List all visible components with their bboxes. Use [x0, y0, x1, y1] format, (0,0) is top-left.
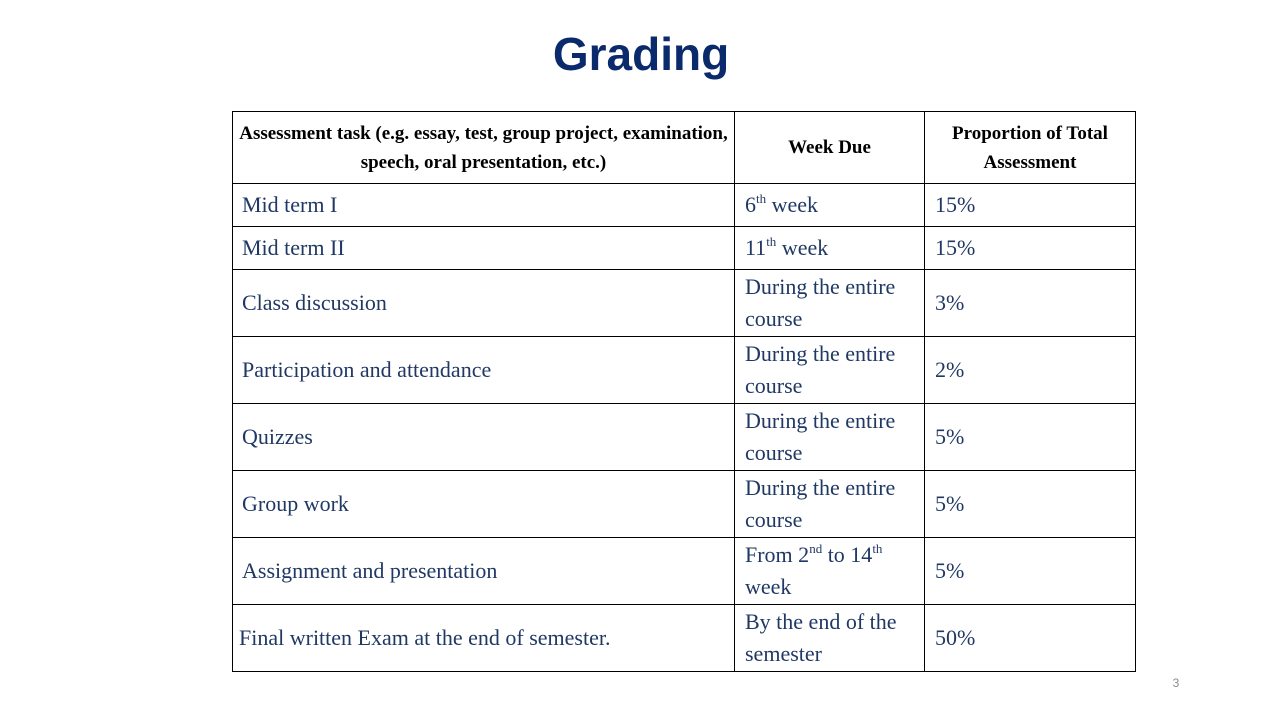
week-cell: By the end of the semester	[735, 605, 925, 672]
week-cell: During the entire course	[735, 337, 925, 404]
slide-title: Grading	[552, 28, 730, 80]
proportion-cell: 15%	[925, 184, 1136, 227]
proportion-cell: 5%	[925, 404, 1136, 471]
header-week-due: Week Due	[735, 112, 925, 184]
week-cell: During the entire course	[735, 471, 925, 538]
table-row	[233, 337, 1136, 404]
task-cell: Group work	[233, 471, 735, 538]
week-cell: 6th week	[735, 184, 925, 227]
proportion-cell: 50%	[925, 605, 1136, 672]
header-proportion: Proportion of Total Assessment	[925, 112, 1136, 184]
table-row	[233, 184, 1136, 227]
task-cell: Quizzes	[233, 404, 735, 471]
table-header-row	[233, 112, 1136, 184]
table-row	[233, 404, 1136, 471]
week-cell: From 2nd to 14th week	[735, 538, 925, 605]
task-cell: Participation and attendance	[233, 337, 735, 404]
proportion-cell: 3%	[925, 270, 1136, 337]
table-row	[233, 270, 1136, 337]
week-cell: 11th week	[735, 227, 925, 270]
table-row	[233, 471, 1136, 538]
slide-number: 3	[1172, 676, 1180, 690]
task-cell: Mid term I	[233, 184, 735, 227]
task-cell: Mid term II	[233, 227, 735, 270]
proportion-cell: 15%	[925, 227, 1136, 270]
table-row	[233, 605, 1136, 672]
grading-table	[232, 111, 1136, 672]
proportion-cell: 5%	[925, 471, 1136, 538]
table-row	[233, 227, 1136, 270]
task-cell: Assignment and presentation	[233, 538, 735, 605]
task-cell: Final written Exam at the end of semester.	[233, 605, 735, 672]
proportion-cell: 5%	[925, 538, 1136, 605]
task-cell: Class discussion	[233, 270, 735, 337]
header-assessment-task: Assessment task (e.g. essay, test, group project, examination, speech, oral presentation, etc.)	[233, 112, 735, 184]
proportion-cell: 2%	[925, 337, 1136, 404]
table-row	[233, 538, 1136, 605]
week-cell: During the entire course	[735, 270, 925, 337]
week-cell: During the entire course	[735, 404, 925, 471]
